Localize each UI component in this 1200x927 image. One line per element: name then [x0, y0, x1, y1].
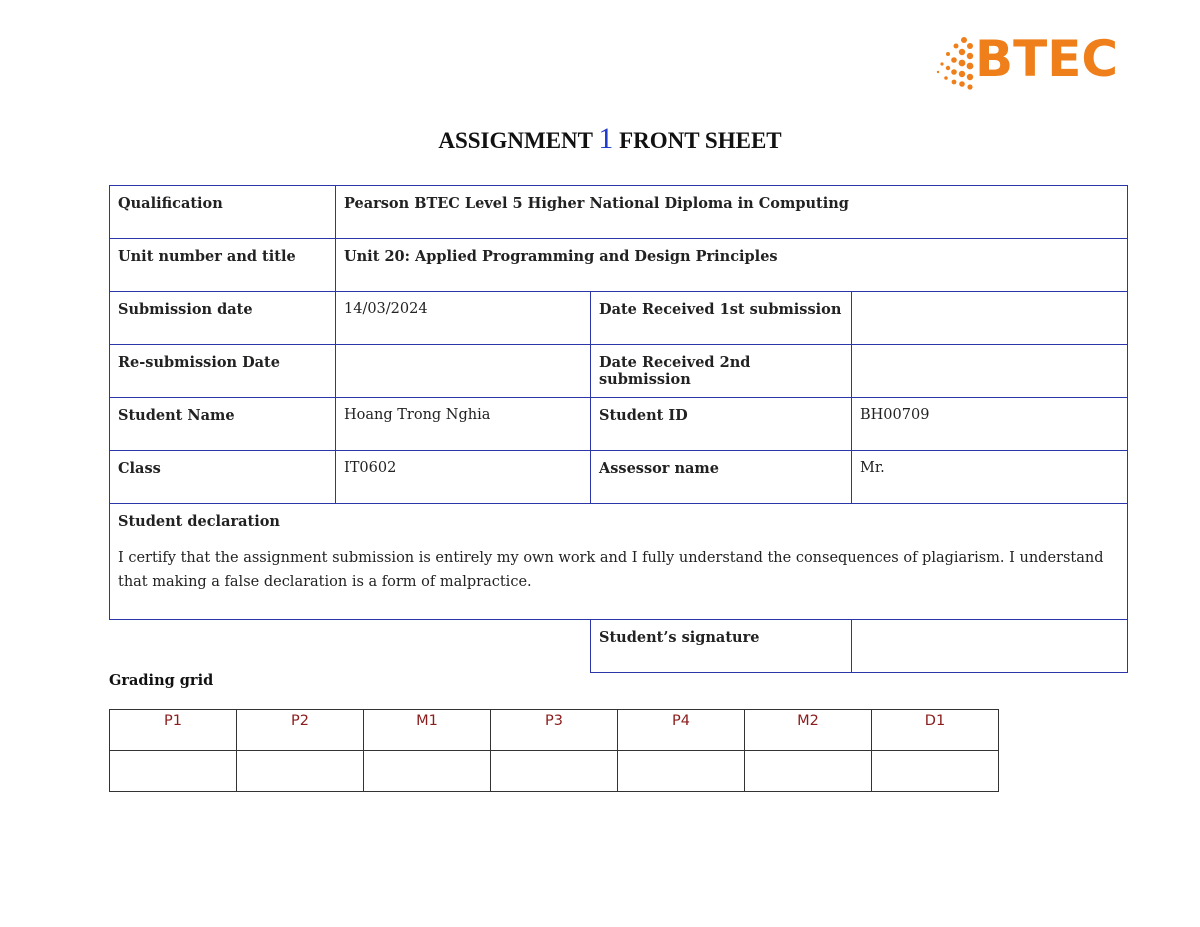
grade-cell-m2[interactable] [745, 751, 872, 792]
declaration-heading: Student declaration [118, 513, 280, 530]
date-received-2nd-value[interactable] [852, 345, 1128, 398]
class-row [110, 451, 1128, 504]
btec-dots-icon [934, 32, 978, 94]
class-label: Class [110, 451, 336, 504]
declaration-cell [110, 504, 1128, 620]
resubmission-row [110, 345, 1128, 398]
signature-value[interactable] [852, 620, 1128, 673]
student-id-value[interactable]: BH00709 [852, 398, 1128, 451]
date-received-2nd-label: Date Received 2nd submission [591, 345, 852, 398]
signature-row [110, 620, 1128, 673]
grade-cell-p3[interactable] [491, 751, 618, 792]
grade-header-p3: P3 [491, 710, 618, 751]
student-name-label: Student Name [110, 398, 336, 451]
declaration-text: I certify that the assignment submission is entirely my own work and I fully understand the consequences of plagiarism. I understand that making a false declaration is a form of malpractice. [118, 550, 1104, 590]
page-title [0, 122, 1200, 156]
signature-label: Student’s signature [591, 620, 852, 673]
front-sheet-table [109, 185, 1128, 673]
grade-header-p1: P1 [110, 710, 237, 751]
class-value[interactable]: IT0602 [336, 451, 591, 504]
title-suffix: FRONT SHEET [619, 128, 782, 153]
declaration-row [110, 504, 1128, 620]
unit-value: Unit 20: Applied Programming and Design Principles [336, 239, 1128, 292]
grade-header-p4: P4 [618, 710, 745, 751]
student-id-label: Student ID [591, 398, 852, 451]
qualification-row [110, 186, 1128, 239]
submission-row [110, 292, 1128, 345]
student-row [110, 398, 1128, 451]
student-name-value[interactable]: Hoang Trong Nghia [336, 398, 591, 451]
date-received-1st-value[interactable] [852, 292, 1128, 345]
grading-value-row [110, 751, 999, 792]
grade-header-m1: M1 [364, 710, 491, 751]
unit-label: Unit number and title [110, 239, 336, 292]
unit-row [110, 239, 1128, 292]
grade-cell-p1[interactable] [110, 751, 237, 792]
qualification-value: Pearson BTEC Level 5 Higher National Diploma in Computing [336, 186, 1128, 239]
btec-logo [934, 32, 1124, 94]
grading-header-row [110, 710, 999, 751]
resubmission-date-value[interactable] [336, 345, 591, 398]
grade-header-d1: D1 [872, 710, 999, 751]
qualification-label: Qualification [110, 186, 336, 239]
title-prefix: ASSIGNMENT [438, 128, 593, 153]
submission-date-value[interactable]: 14/03/2024 [336, 292, 591, 345]
grading-grid-table [109, 709, 999, 792]
signature-spacer [110, 620, 591, 673]
date-received-1st-label: Date Received 1st submission [591, 292, 852, 345]
grade-cell-m1[interactable] [364, 751, 491, 792]
grade-cell-d1[interactable] [872, 751, 999, 792]
grade-header-m2: M2 [745, 710, 872, 751]
assessor-name-value[interactable]: Mr. [852, 451, 1128, 504]
assessor-name-label: Assessor name [591, 451, 852, 504]
title-number: 1 [598, 122, 614, 155]
resubmission-date-label: Re-submission Date [110, 345, 336, 398]
grading-grid-label: Grading grid [109, 672, 214, 689]
btec-wordmark: BTEC [975, 30, 1119, 88]
submission-date-label: Submission date [110, 292, 336, 345]
grade-header-p2: P2 [237, 710, 364, 751]
grade-cell-p2[interactable] [237, 751, 364, 792]
grade-cell-p4[interactable] [618, 751, 745, 792]
